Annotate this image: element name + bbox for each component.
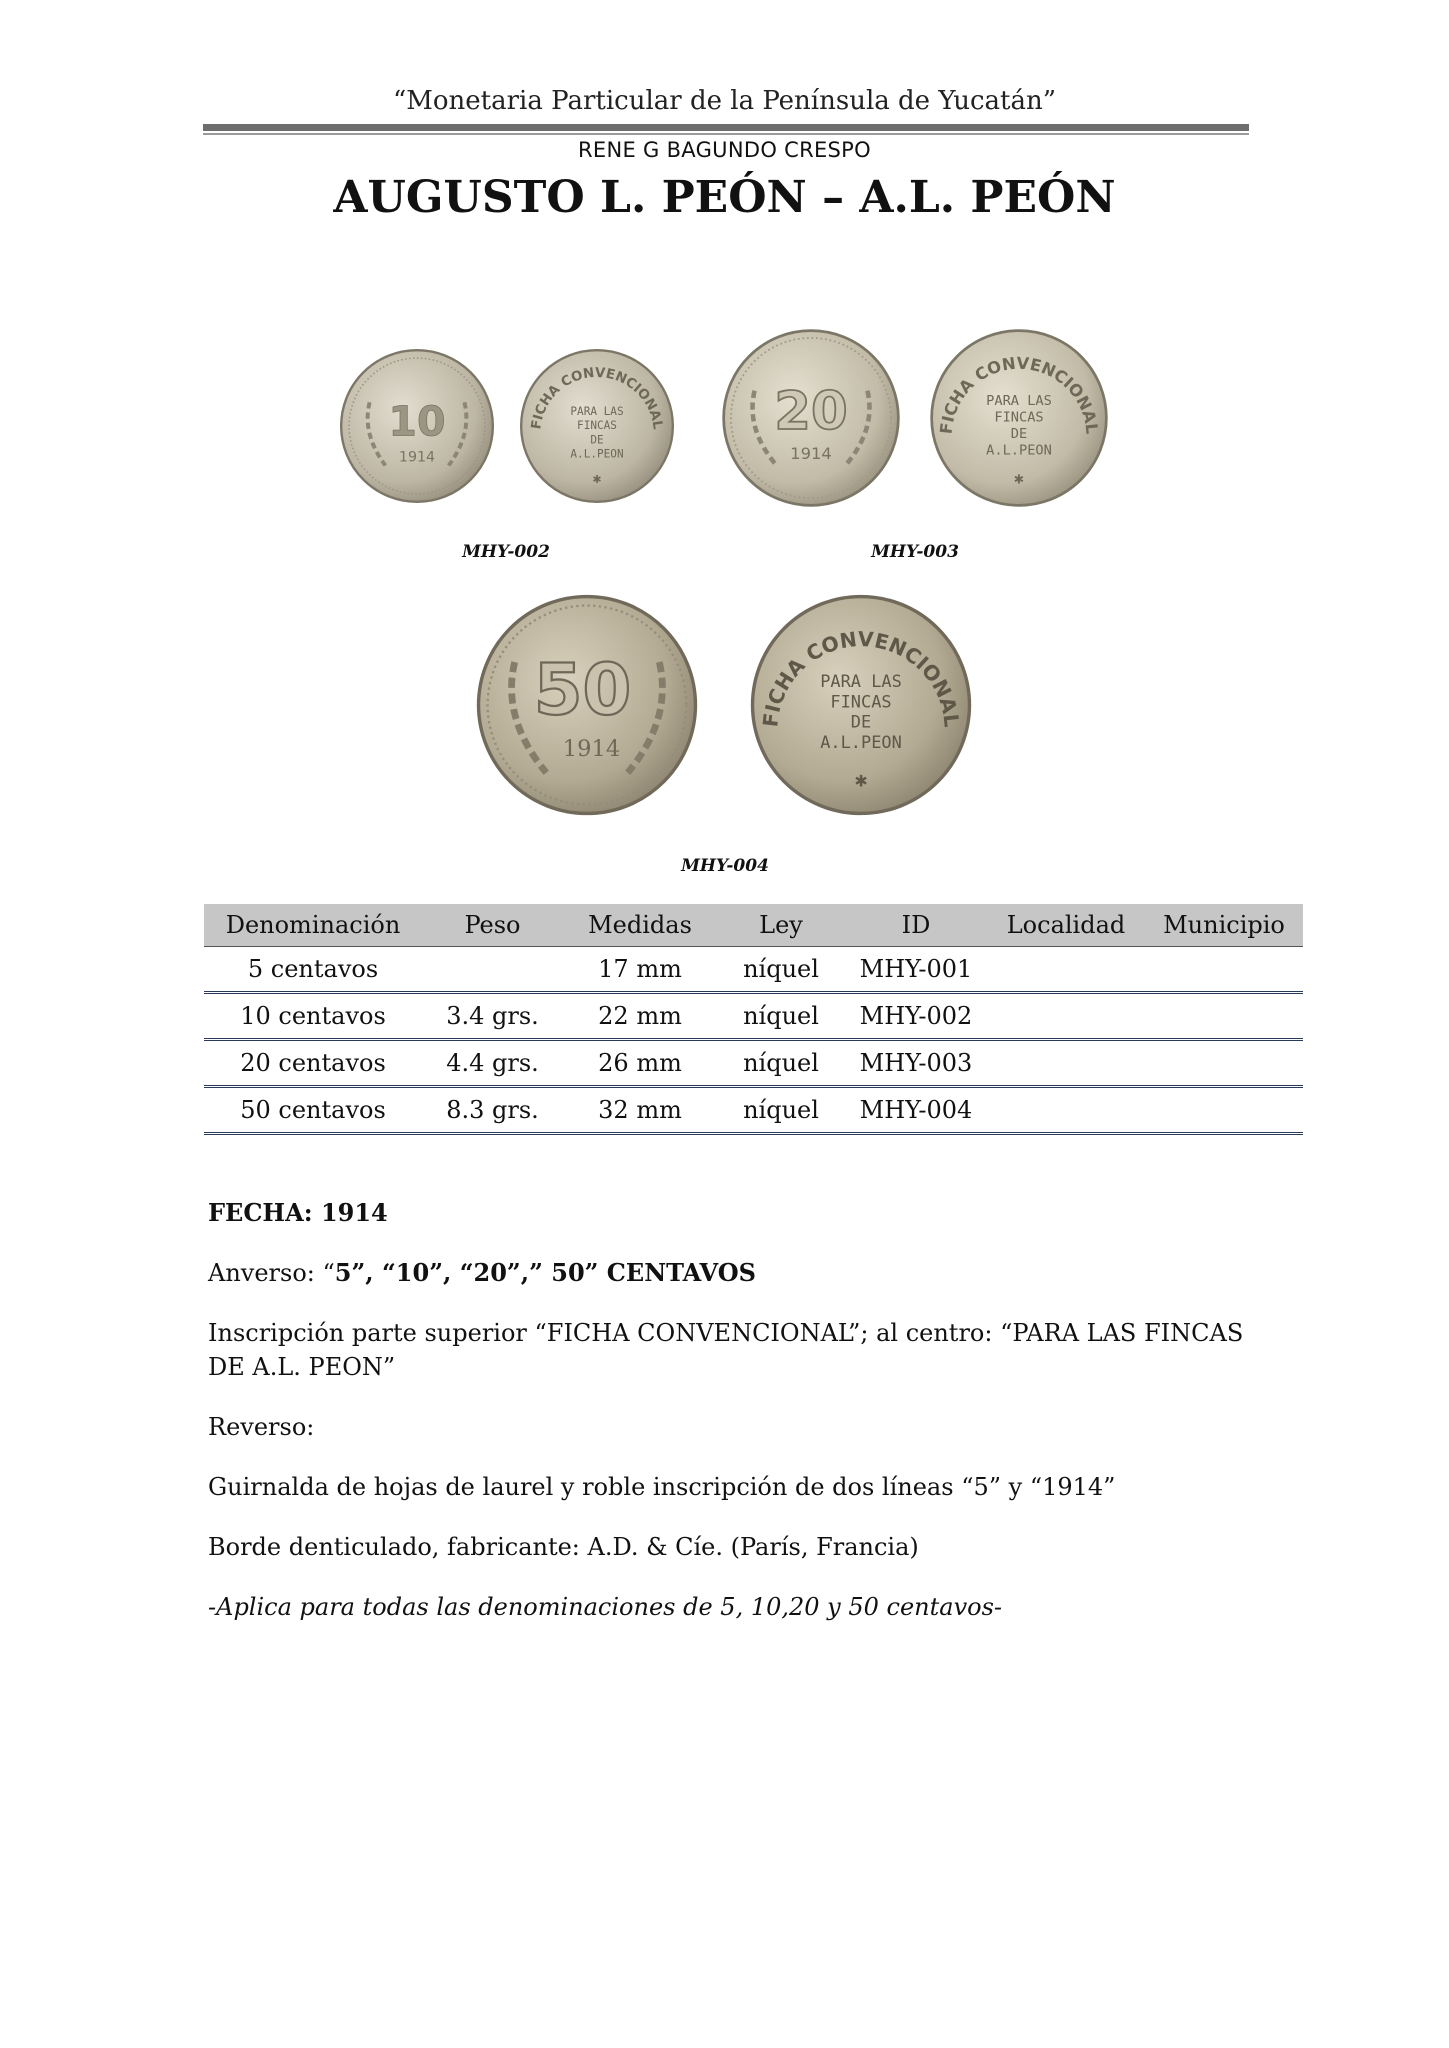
cell-localidad [987,993,1145,1040]
cell-localidad [987,947,1145,993]
coin-20-reverse-line-1: PARA LAS [986,393,1052,410]
coin-20-reverse [928,326,1110,510]
coin-50-denomination: 50 [533,649,632,732]
author-name: RENE G BAGUNDO CRESPO [578,138,871,162]
cell-denominacion: 50 centavos [204,1087,422,1134]
cell-ley: níquel [717,1040,845,1087]
cell-id: MHY-002 [845,993,987,1040]
series-title: “Monetaria Particular de la Península de Yucatán” [392,86,1057,116]
coin-10-reverse-line-4: A.L.PEON [570,447,624,461]
inscripcion-paragraph: Inscripción parte superior “FICHA CONVENCIONAL”; al centro: “PARA LAS FINCAS DE A.L. PEON” [208,1319,1244,1381]
coin-50-year: 1914 [562,735,621,762]
coin-10-reverse-image [518,346,676,506]
page-title: AUGUSTO L. PEÓN – A.L. PEÓN [333,172,1116,223]
cell-id: MHY-001 [845,947,987,993]
header-id: ID [845,904,987,947]
coin-50-obverse-image [474,590,700,820]
caption-mhy-004: MHY-004 [681,856,769,876]
header-medidas: Medidas [563,904,717,947]
coin-20-obverse-image [720,326,902,510]
cell-ley: níquel [717,947,845,993]
coin-20-reverse-line-2: FINCAS [994,409,1044,426]
coin-10-reverse-line-2: FINCAS [577,419,617,433]
cell-municipio [1145,993,1303,1040]
cell-medidas: 22 mm [563,993,717,1040]
star-icon: ✱ [854,771,868,791]
caption-mhy-003: MHY-003 [871,542,959,562]
coin-10-reverse-line-1: PARA LAS [570,404,624,418]
nota-paragraph: -Aplica para todas las denominaciones de 5, 10,20 y 50 centavos- [208,1593,1003,1621]
cell-denominacion: 20 centavos [204,1040,422,1087]
cell-peso: 4.4 grs. [422,1040,563,1087]
star-icon: ✱ [1013,472,1025,488]
coin-20-reverse-top-text: FICHA CONVENCIONAL [936,353,1102,435]
cell-localidad [987,1087,1145,1134]
table-header-row [204,904,1303,947]
cell-municipio [1145,1040,1303,1087]
cell-denominacion: 5 centavos [204,947,422,993]
table-row [204,947,1303,993]
cell-ley: níquel [717,993,845,1040]
cell-ley: níquel [717,1087,845,1134]
fecha-heading: FECHA: 1914 [208,1198,388,1227]
header-rule-thin [203,133,1249,135]
cell-peso: 3.4 grs. [422,993,563,1040]
cell-medidas: 32 mm [563,1087,717,1134]
cell-id: MHY-003 [845,1040,987,1087]
coin-50-reverse-line-1: PARA LAS [820,670,902,691]
coin-20-year: 1914 [790,443,832,463]
coin-50-obverse [474,590,700,820]
coin-10-reverse-top-text: FICHA CONVENCIONAL [529,365,665,431]
caption-mhy-002: MHY-002 [462,542,550,562]
cell-id: MHY-004 [845,1087,987,1134]
header-localidad: Localidad [987,904,1145,947]
coin-10-reverse [518,346,676,506]
coin-50-reverse-line-4: A.L.PEON [820,731,902,752]
borde-paragraph: Borde denticulado, fabricante: A.D. & Cíe. (París, Francia) [208,1533,919,1561]
header-municipio: Municipio [1145,904,1303,947]
cell-localidad [987,1040,1145,1087]
cell-municipio [1145,1087,1303,1134]
reverso-label: Reverso: [208,1413,315,1441]
table-row [204,993,1303,1040]
table-row [204,1040,1303,1087]
coin-10-reverse-line-3: DE [590,433,604,447]
coin-50-reverse-line-3: DE [850,711,872,732]
cell-municipio [1145,947,1303,993]
coin-10-year: 1914 [398,449,436,466]
header-denominacion: Denominación [204,904,422,947]
anverso-line [208,1256,1268,1290]
cell-medidas: 26 mm [563,1040,717,1087]
cell-peso [422,947,563,993]
anverso-value: 5”, “10”, “20”,” 50” CENTAVOS [334,1258,756,1287]
cell-peso: 8.3 grs. [422,1087,563,1134]
anverso-label: Anverso: “ [208,1259,335,1287]
coin-10-obverse-image [338,346,496,506]
coin-50-reverse-image [748,590,974,820]
coin-20-reverse-line-4: A.L.PEON [986,442,1052,459]
coin-50-reverse-top-text: FICHA CONVENCIONAL [758,626,964,729]
cell-denominacion: 10 centavos [204,993,422,1040]
coin-50-reverse-line-2: FINCAS [830,691,892,712]
coin-10-denomination: 10 [388,397,446,446]
coin-20-denomination: 20 [774,380,848,442]
header-rule [203,124,1249,131]
specification-table [204,904,1303,1135]
guirnalda-paragraph: Guirnalda de hojas de laurel y roble inscripción de dos líneas “5” y “1914” [208,1473,1116,1501]
header-peso: Peso [422,904,563,947]
coin-20-reverse-image [928,326,1110,510]
table-row [204,1087,1303,1134]
coin-20-obverse [720,326,902,510]
header-ley: Ley [717,904,845,947]
star-icon: ✱ [592,472,602,486]
coin-10-obverse [338,346,496,506]
cell-medidas: 17 mm [563,947,717,993]
coin-20-reverse-line-3: DE [1010,426,1028,443]
coin-50-reverse [748,590,974,820]
